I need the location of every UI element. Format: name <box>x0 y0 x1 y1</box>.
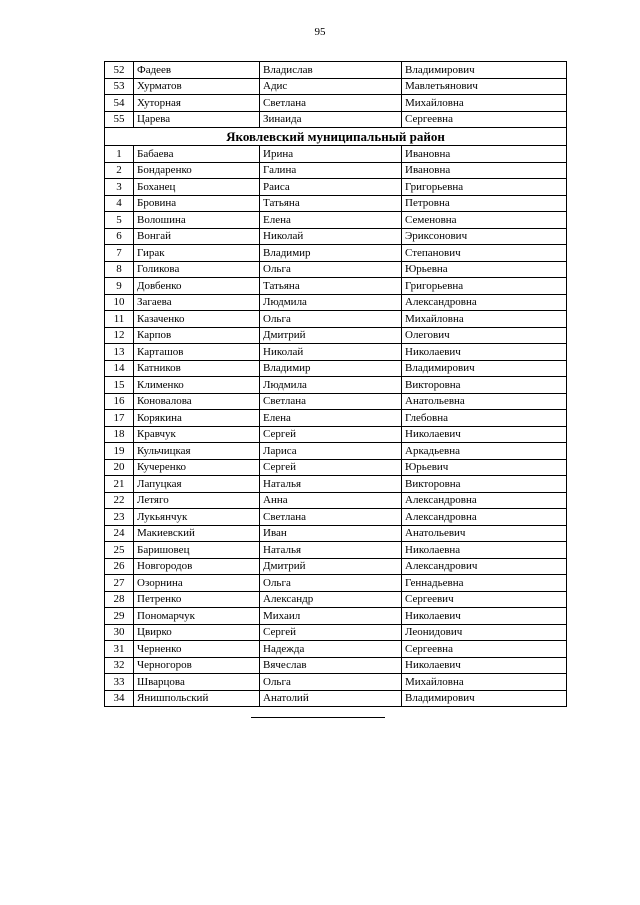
row-number-cell: 7 <box>105 245 134 262</box>
first-name-cell: Елена <box>260 410 402 427</box>
last-name-cell: Кравчук <box>134 426 260 443</box>
row-number-cell: 26 <box>105 558 134 575</box>
table-row <box>105 608 567 625</box>
first-name-cell: Наталья <box>260 542 402 559</box>
table-row <box>105 509 567 526</box>
end-of-list-rule <box>251 717 385 718</box>
row-number-cell: 4 <box>105 195 134 212</box>
last-name-cell: Коновалова <box>134 393 260 410</box>
patronymic-cell: Ивановна <box>402 146 567 163</box>
table-row <box>105 111 567 128</box>
row-number-cell: 5 <box>105 212 134 229</box>
patronymic-cell: Юрьевич <box>402 459 567 476</box>
patronymic-cell: Александровна <box>402 509 567 526</box>
table-body-yakovlevsky-district <box>105 146 567 707</box>
last-name-cell: Загаева <box>134 294 260 311</box>
table-row <box>105 146 567 163</box>
last-name-cell: Катников <box>134 360 260 377</box>
table-row <box>105 492 567 509</box>
first-name-cell: Зинаида <box>260 111 402 128</box>
last-name-cell: Кучеренко <box>134 459 260 476</box>
patronymic-cell: Леонидович <box>402 624 567 641</box>
first-name-cell: Татьяна <box>260 278 402 295</box>
first-name-cell: Сергей <box>260 459 402 476</box>
patronymic-cell: Николаевич <box>402 608 567 625</box>
last-name-cell: Бровина <box>134 195 260 212</box>
table-row <box>105 360 567 377</box>
row-number-cell: 20 <box>105 459 134 476</box>
row-number-cell: 12 <box>105 327 134 344</box>
table-row <box>105 410 567 427</box>
last-name-cell: Бондаренко <box>134 162 260 179</box>
row-number-cell: 19 <box>105 443 134 460</box>
row-number-cell: 52 <box>105 62 134 79</box>
first-name-cell: Дмитрий <box>260 558 402 575</box>
table-row <box>105 162 567 179</box>
row-number-cell: 22 <box>105 492 134 509</box>
first-name-cell: Николай <box>260 344 402 361</box>
first-name-cell: Владимир <box>260 245 402 262</box>
table-row <box>105 179 567 196</box>
last-name-cell: Фадеев <box>134 62 260 79</box>
row-number-cell: 55 <box>105 111 134 128</box>
last-name-cell: Голикова <box>134 261 260 278</box>
row-number-cell: 16 <box>105 393 134 410</box>
patronymic-cell: Юрьевна <box>402 261 567 278</box>
patronymic-cell: Ивановна <box>402 162 567 179</box>
last-name-cell: Боханец <box>134 179 260 196</box>
patronymic-cell: Степанович <box>402 245 567 262</box>
row-number-cell: 8 <box>105 261 134 278</box>
first-name-cell: Татьяна <box>260 195 402 212</box>
patronymic-cell: Анатольевич <box>402 525 567 542</box>
row-number-cell: 14 <box>105 360 134 377</box>
last-name-cell: Озорнина <box>134 575 260 592</box>
first-name-cell: Людмила <box>260 377 402 394</box>
patronymic-cell: Владимирович <box>402 62 567 79</box>
first-name-cell: Ольга <box>260 261 402 278</box>
row-number-cell: 29 <box>105 608 134 625</box>
table-row <box>105 62 567 79</box>
last-name-cell: Волошина <box>134 212 260 229</box>
patronymic-cell: Александрович <box>402 558 567 575</box>
table-row <box>105 377 567 394</box>
row-number-cell: 9 <box>105 278 134 295</box>
last-name-cell: Цвирко <box>134 624 260 641</box>
patronymic-cell: Николаевич <box>402 426 567 443</box>
first-name-cell: Владимир <box>260 360 402 377</box>
row-number-cell: 24 <box>105 525 134 542</box>
first-name-cell: Сергей <box>260 426 402 443</box>
patronymic-cell: Викторовна <box>402 377 567 394</box>
row-number-cell: 11 <box>105 311 134 328</box>
row-number-cell: 18 <box>105 426 134 443</box>
first-name-cell: Светлана <box>260 393 402 410</box>
first-name-cell: Михаил <box>260 608 402 625</box>
table-row <box>105 542 567 559</box>
last-name-cell: Клименко <box>134 377 260 394</box>
patronymic-cell: Сергеевич <box>402 591 567 608</box>
patronymic-cell: Геннадьевна <box>402 575 567 592</box>
last-name-cell: Пономарчук <box>134 608 260 625</box>
patronymic-cell: Михайловна <box>402 674 567 691</box>
table-row <box>105 278 567 295</box>
first-name-cell: Анна <box>260 492 402 509</box>
patronymic-cell: Николаевна <box>402 542 567 559</box>
last-name-cell: Гирак <box>134 245 260 262</box>
last-name-cell: Лукьянчук <box>134 509 260 526</box>
personnel-table <box>104 61 567 707</box>
table-row <box>105 393 567 410</box>
patronymic-cell: Эриксонович <box>402 228 567 245</box>
page-number: 95 <box>314 26 326 38</box>
first-name-cell: Сергей <box>260 624 402 641</box>
last-name-cell: Карташов <box>134 344 260 361</box>
first-name-cell: Вячеслав <box>260 657 402 674</box>
table-row <box>105 311 567 328</box>
first-name-cell: Ольга <box>260 311 402 328</box>
row-number-cell: 32 <box>105 657 134 674</box>
row-number-cell: 27 <box>105 575 134 592</box>
row-number-cell: 1 <box>105 146 134 163</box>
last-name-cell: Макиевский <box>134 525 260 542</box>
last-name-cell: Карпов <box>134 327 260 344</box>
first-name-cell: Елена <box>260 212 402 229</box>
row-number-cell: 2 <box>105 162 134 179</box>
table-row <box>105 690 567 707</box>
patronymic-cell: Николаевич <box>402 657 567 674</box>
row-number-cell: 31 <box>105 641 134 658</box>
patronymic-cell: Григорьевна <box>402 278 567 295</box>
last-name-cell: Лапуцкая <box>134 476 260 493</box>
patronymic-cell: Анатольевна <box>402 393 567 410</box>
patronymic-cell: Мавлетьянович <box>402 78 567 95</box>
row-number-cell: 15 <box>105 377 134 394</box>
patronymic-cell: Александровна <box>402 492 567 509</box>
table-row <box>105 558 567 575</box>
patronymic-cell: Аркадьевна <box>402 443 567 460</box>
last-name-cell: Черногоров <box>134 657 260 674</box>
table-row <box>105 78 567 95</box>
patronymic-cell: Сергеевна <box>402 111 567 128</box>
first-name-cell: Ольга <box>260 674 402 691</box>
table-row <box>105 228 567 245</box>
last-name-cell: Казаченко <box>134 311 260 328</box>
first-name-cell: Александр <box>260 591 402 608</box>
patronymic-cell: Олегович <box>402 327 567 344</box>
last-name-cell: Кульчицкая <box>134 443 260 460</box>
row-number-cell: 28 <box>105 591 134 608</box>
first-name-cell: Галина <box>260 162 402 179</box>
last-name-cell: Шварцова <box>134 674 260 691</box>
last-name-cell: Новгородов <box>134 558 260 575</box>
last-name-cell: Царева <box>134 111 260 128</box>
patronymic-cell: Александровна <box>402 294 567 311</box>
table-row <box>105 641 567 658</box>
first-name-cell: Ирина <box>260 146 402 163</box>
first-name-cell: Надежда <box>260 641 402 658</box>
last-name-cell: Баришовец <box>134 542 260 559</box>
first-name-cell: Наталья <box>260 476 402 493</box>
table-row <box>105 344 567 361</box>
last-name-cell: Летяго <box>134 492 260 509</box>
row-number-cell: 34 <box>105 690 134 707</box>
row-number-cell: 17 <box>105 410 134 427</box>
first-name-cell: Иван <box>260 525 402 542</box>
table-row <box>105 327 567 344</box>
section-header-group <box>105 128 567 146</box>
patronymic-cell: Михайловна <box>402 95 567 112</box>
row-number-cell: 30 <box>105 624 134 641</box>
table-row <box>105 624 567 641</box>
table-row <box>105 443 567 460</box>
first-name-cell: Светлана <box>260 95 402 112</box>
patronymic-cell: Семеновна <box>402 212 567 229</box>
table-row <box>105 195 567 212</box>
row-number-cell: 6 <box>105 228 134 245</box>
patronymic-cell: Петровна <box>402 195 567 212</box>
row-number-cell: 53 <box>105 78 134 95</box>
row-number-cell: 10 <box>105 294 134 311</box>
section-title: Яковлевский муниципальный район <box>105 128 567 146</box>
row-number-cell: 23 <box>105 509 134 526</box>
first-name-cell: Ольга <box>260 575 402 592</box>
table-row <box>105 476 567 493</box>
patronymic-cell: Владимирович <box>402 360 567 377</box>
last-name-cell: Хуторная <box>134 95 260 112</box>
last-name-cell: Вонгай <box>134 228 260 245</box>
first-name-cell: Людмила <box>260 294 402 311</box>
first-name-cell: Владислав <box>260 62 402 79</box>
patronymic-cell: Владимирович <box>402 690 567 707</box>
patronymic-cell: Сергеевна <box>402 641 567 658</box>
table-row <box>105 95 567 112</box>
patronymic-cell: Николаевич <box>402 344 567 361</box>
row-number-cell: 21 <box>105 476 134 493</box>
table-row <box>105 426 567 443</box>
table-row <box>105 459 567 476</box>
table-row <box>105 575 567 592</box>
table-row <box>105 674 567 691</box>
last-name-cell: Янишпольский <box>134 690 260 707</box>
table-row <box>105 245 567 262</box>
patronymic-cell: Викторовна <box>402 476 567 493</box>
table-row <box>105 591 567 608</box>
first-name-cell: Светлана <box>260 509 402 526</box>
table-row <box>105 525 567 542</box>
row-number-cell: 54 <box>105 95 134 112</box>
table-row <box>105 212 567 229</box>
first-name-cell: Адис <box>260 78 402 95</box>
first-name-cell: Лариса <box>260 443 402 460</box>
first-name-cell: Дмитрий <box>260 327 402 344</box>
row-number-cell: 3 <box>105 179 134 196</box>
table-body-previous-district <box>105 62 567 128</box>
row-number-cell: 33 <box>105 674 134 691</box>
first-name-cell: Раиса <box>260 179 402 196</box>
last-name-cell: Бабаева <box>134 146 260 163</box>
row-number-cell: 13 <box>105 344 134 361</box>
last-name-cell: Корякина <box>134 410 260 427</box>
first-name-cell: Николай <box>260 228 402 245</box>
patronymic-cell: Григорьевна <box>402 179 567 196</box>
table-row <box>105 261 567 278</box>
last-name-cell: Хурматов <box>134 78 260 95</box>
first-name-cell: Анатолий <box>260 690 402 707</box>
last-name-cell: Довбенко <box>134 278 260 295</box>
section-header-row <box>105 128 567 146</box>
last-name-cell: Черненко <box>134 641 260 658</box>
last-name-cell: Петренко <box>134 591 260 608</box>
table-row <box>105 657 567 674</box>
patronymic-cell: Михайловна <box>402 311 567 328</box>
patronymic-cell: Глебовна <box>402 410 567 427</box>
row-number-cell: 25 <box>105 542 134 559</box>
table-row <box>105 294 567 311</box>
